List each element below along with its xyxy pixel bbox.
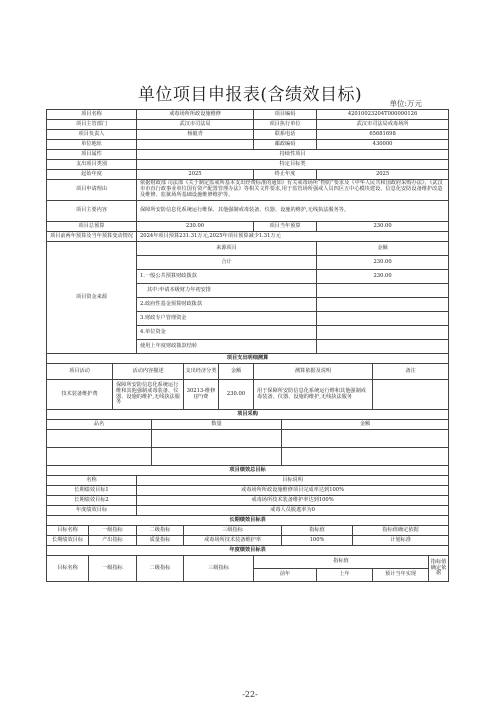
content-text: 保障所安防信息化系统运行维保、其他强制戒毒装备、仪器、设施的维护,无线执法服务等。 bbox=[137, 201, 449, 222]
dept-value: 武汉市司法局 bbox=[137, 120, 254, 130]
long-term-level1: 产出指标 bbox=[89, 536, 137, 546]
funding-row-name: 使用上年度财政拨款结转 bbox=[137, 340, 317, 354]
expense-basis: 用于保障所安防信息化系统运行维和其他强制戒毒装备、仪器、设施的维护,无线执法服务 bbox=[254, 380, 373, 410]
procurement-cell bbox=[282, 430, 449, 448]
total-budget-label: 项目总预算 bbox=[47, 222, 137, 232]
phone-value: 65681698 bbox=[317, 130, 449, 140]
procurement-cell bbox=[152, 448, 282, 466]
annual-sub-prev1: 上年 bbox=[317, 569, 373, 582]
change-text: 2024年项目预算231.31万元,2025年项目预算减少1.31万元 bbox=[137, 232, 449, 242]
annual-section-title: 年度绩效目标表 bbox=[47, 546, 449, 556]
expense-econ: 30213-维修(护)费 bbox=[184, 380, 219, 410]
long-term-target: 长期绩效目标 bbox=[47, 536, 89, 546]
perf-section-title: 项目绩效总目标 bbox=[47, 466, 449, 476]
basis-label: 项目申请理由 bbox=[47, 180, 137, 201]
attribute-value: 持续性项目 bbox=[137, 150, 449, 160]
attribute-label: 项目属性 bbox=[47, 150, 137, 160]
project-name-label: 项目名称 bbox=[47, 110, 137, 120]
expense-col-activity: 项目活动 bbox=[47, 364, 113, 380]
exec-unit-label: 项目执行单位 bbox=[254, 120, 317, 130]
annual-col-level1: 一级指标 bbox=[89, 556, 137, 582]
expense-col-econ: 支出经济分类 bbox=[184, 364, 219, 380]
perf-goal-desc: 戒毒人员脱逃率为0 bbox=[137, 506, 449, 516]
annual-col-basis: 指标值确定依据 bbox=[429, 556, 449, 582]
year-budget-label: 项目当年预算 bbox=[254, 222, 317, 232]
postcode-label: 邮政编码 bbox=[254, 140, 317, 150]
exec-unit-value: 武汉市司法局戒毒场所 bbox=[317, 120, 449, 130]
procurement-col-amount: 金额 bbox=[282, 420, 449, 430]
long-term-col-level2: 二级指标 bbox=[137, 526, 184, 536]
funding-row-name: 2.政府性基金预算财政拨款 bbox=[137, 298, 317, 312]
procurement-section-title: 项目采购 bbox=[47, 410, 449, 420]
phone-label: 联系电话 bbox=[254, 130, 317, 140]
procurement-cell bbox=[152, 430, 282, 448]
long-term-col-basis: 指标值确定依据 bbox=[353, 526, 449, 536]
procurement-col-name: 品名 bbox=[47, 420, 152, 430]
funding-row-name: 4.单位资金 bbox=[137, 326, 317, 340]
expense-desc: 保障所安防信息化系统运行维和其他强制戒毒装备、仪器、设施的维护,无线执法服务 bbox=[113, 380, 184, 410]
funding-label: 项目资金来源 bbox=[47, 242, 137, 354]
support-value: 特定目标类 bbox=[137, 160, 449, 170]
project-code: 42010023204T000000126 bbox=[317, 110, 449, 120]
page-number: -22- bbox=[242, 690, 258, 699]
project-code-label: 项目编码 bbox=[254, 110, 317, 120]
expense-col-basis: 测算依据及说明 bbox=[254, 364, 373, 380]
funding-row-name: 合计 bbox=[137, 256, 317, 270]
long-term-col-level1: 一级指标 bbox=[89, 526, 137, 536]
expense-amount: 230.00 bbox=[219, 380, 254, 410]
leader-value: 杨毅青 bbox=[137, 130, 254, 140]
procurement-cell bbox=[47, 430, 152, 448]
leader-label: 项目负责人 bbox=[47, 130, 137, 140]
expense-activity: 技术装备维护费 bbox=[47, 380, 113, 410]
start-year: 2025 bbox=[137, 170, 254, 180]
long-term-section-title: 长期绩效目标表 bbox=[47, 516, 449, 526]
page-title: 单位项目申报表(含绩效目标) bbox=[137, 85, 363, 105]
funding-row-name: 其中:申请本级财力年初安排 bbox=[137, 284, 317, 298]
perf-col-name: 名称 bbox=[47, 476, 137, 486]
funding-row-amount: 230.00 bbox=[317, 270, 449, 284]
content-label: 项目主要内容 bbox=[47, 201, 137, 222]
long-term-level2: 质量指标 bbox=[137, 536, 184, 546]
unit-label: 单位:万元 bbox=[389, 99, 422, 108]
funding-row-amount: 230.00 bbox=[317, 256, 449, 270]
project-name: 戒毒场所所政设施维修 bbox=[137, 110, 254, 120]
change-label: 项目前两年预算及当年预算变动情况 bbox=[47, 232, 137, 242]
procurement-cell bbox=[282, 448, 449, 466]
funding-row-amount bbox=[317, 284, 449, 298]
long-term-value: 100% bbox=[282, 536, 353, 546]
end-year-label: 终止年度 bbox=[254, 170, 317, 180]
annual-sub-prev2: 前年 bbox=[254, 569, 317, 582]
funding-row-amount bbox=[317, 298, 449, 312]
expense-col-note: 备注 bbox=[373, 364, 449, 380]
expense-col-amount: 金额 bbox=[219, 364, 254, 380]
postcode-value: 430000 bbox=[317, 140, 449, 150]
perf-goal-name: 长期绩效目标1 bbox=[47, 486, 137, 496]
expense-section-title: 项目支出明细测算 bbox=[47, 354, 449, 364]
perf-col-desc: 目标说明 bbox=[137, 476, 449, 486]
long-term-col-target: 目标名称 bbox=[47, 526, 89, 536]
long-term-basis: 计划标准 bbox=[353, 536, 449, 546]
annual-col-target: 目标名称 bbox=[47, 556, 89, 582]
address-value bbox=[137, 140, 254, 150]
basis-text: 依据财政部 司法部《关于制定监戒所基本支出经费标准的通知》有关戒毒场所“物防”要求及《中华人民共和国政府采购办法》、《武汉市市直行政事业单位国有资产配置管理办法》等相关文件要求,用于监管场所强戒人员四区五中心模块建设、信息化安防设备维护改造及维修、监狱场所基础设施维修维护等。 bbox=[137, 180, 449, 201]
perf-goal-desc: 戒毒场所技术装备维护率达到100% bbox=[137, 496, 449, 506]
long-term-col-value: 指标值 bbox=[282, 526, 353, 536]
funding-row-amount bbox=[317, 326, 449, 340]
perf-goal-name: 长期绩效目标2 bbox=[47, 496, 137, 506]
funding-col-amount: 金额 bbox=[317, 242, 449, 256]
procurement-cell bbox=[47, 448, 152, 466]
funding-row-name: 3.财政专户管理资金 bbox=[137, 312, 317, 326]
funding-row-amount bbox=[317, 340, 449, 354]
address-label: 单位地址 bbox=[47, 140, 137, 150]
year-budget: 230.00 bbox=[317, 222, 449, 232]
annual-sub-current: 预计当年实现 bbox=[373, 569, 429, 582]
funding-row-name: 1.一般公共预算财政拨款 bbox=[137, 270, 317, 284]
perf-goal-desc: 戒毒场所所政设施维修项目完成率达到100% bbox=[137, 486, 449, 496]
dept-label: 项目主管部门 bbox=[47, 120, 137, 130]
long-term-col-level3: 三级指标 bbox=[184, 526, 282, 536]
long-term-level3: 戒毒场所技术装备维护率 bbox=[184, 536, 282, 546]
support-label: 支出项目类别 bbox=[47, 160, 137, 170]
expense-col-desc: 活动内容描述 bbox=[113, 364, 184, 380]
perf-goal-name: 年度绩效目标 bbox=[47, 506, 137, 516]
funding-row-amount bbox=[317, 312, 449, 326]
total-budget: 230.00 bbox=[137, 222, 254, 232]
procurement-col-qty: 数量 bbox=[152, 420, 282, 430]
funding-col-source: 来源项目 bbox=[137, 242, 317, 256]
annual-col-level3: 三级指标 bbox=[184, 556, 254, 582]
end-year: 2025 bbox=[317, 170, 449, 180]
annual-col-level2: 二级指标 bbox=[137, 556, 184, 582]
project-form-table bbox=[46, 109, 449, 582]
start-year-label: 起始年度 bbox=[47, 170, 137, 180]
annual-col-value: 指标值 bbox=[254, 556, 429, 569]
expense-note bbox=[373, 380, 449, 410]
